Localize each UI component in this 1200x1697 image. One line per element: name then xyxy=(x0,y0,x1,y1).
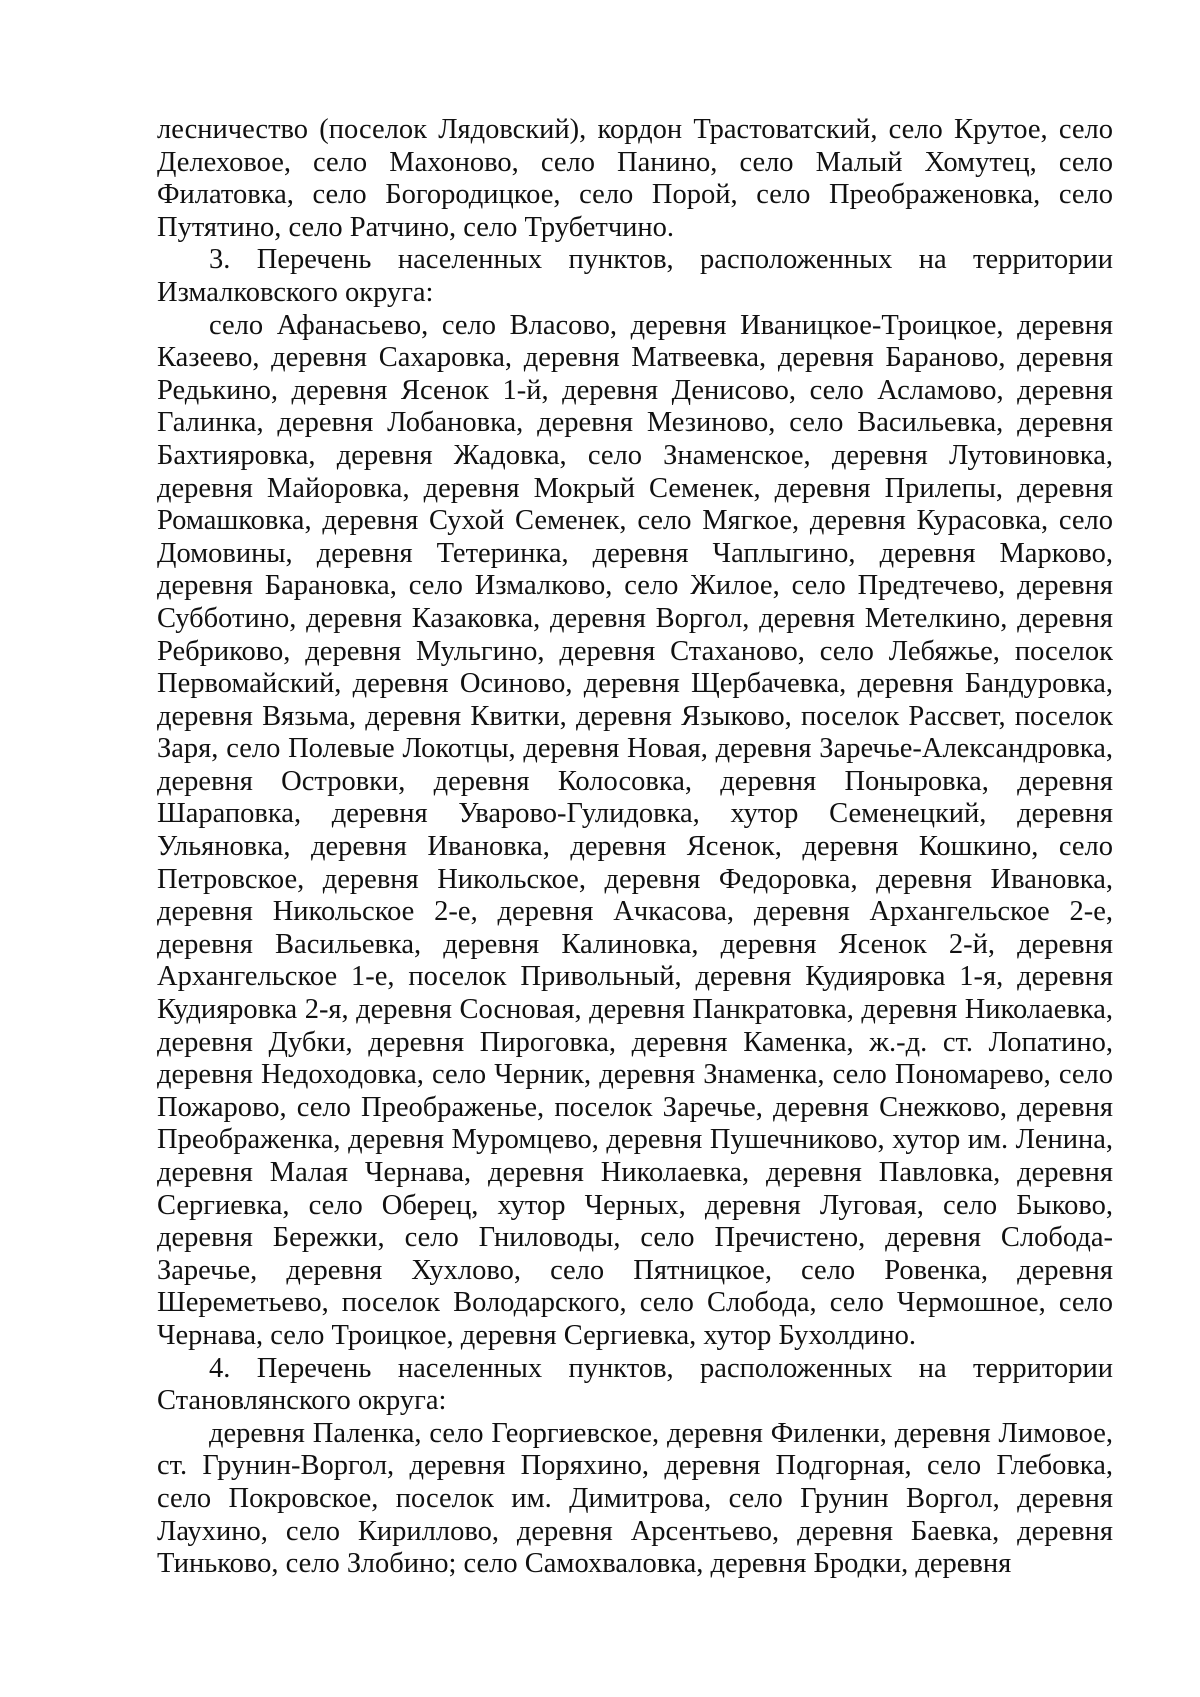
paragraph-list-izmalkovsky: село Афанасьево, село Власово, деревня Иваницкое-Троицкое, деревня Казеево, деревня Сахаровка, деревня Матвеевка, деревня Бараново, деревня Редькино, деревня Ясенок 1-й, деревня Денисово, село Асламово, деревня Галинка, деревня Лобановка, деревня Мезиново, село Васильевка, деревня Бахтияровка, деревня Жадовка, село Знаменское, деревня Лутовиновка, деревня Майоровка, деревня Мокрый Семенек, деревня Прилепы, деревня Ромашковка, деревня Сухой Семенек, село Мягкое, деревня Курасовка, село Домовины, деревня Тетеринка, деревня Чаплыгино, деревня Марково, деревня Барановка, село Измалково, село Жилое, село Предтечево, деревня Субботино, деревня Казаковка, деревня Воргол, деревня Метелкино, деревня Ребриково, деревня Мульгино, деревня Стаханово, село Лебяжье, поселок Первомайский, деревня Осиново, деревня Щербачевка, деревня Бандуровка, деревня Вязьма, деревня Квитки, деревня Языково, поселок Рассвет, поселок Заря, село Полевые Локотцы, деревня Новая, деревня Заречье-Александровка, деревня Островки, деревня Колосовка, деревня Поныровка, деревня Шараповка, деревня Уварово-Гулидовка, хутор Семенецкий, деревня Ульяновка, деревня Ивановка, деревня Ясенок, деревня Кошкино, село Петровское, деревня Никольское, деревня Федоровка, деревня Ивановка, деревня Никольское 2-е, деревня Ачкасова, деревня Архангельское 2-е, деревня Васильевка, деревня Калиновка, деревня Ясенок 2-й, деревня Архангельское 1-е, поселок Привольный, деревня Кудияровка 1-я, деревня Кудияровка 2-я, деревня Сосновая, деревня Панкратовка, деревня Николаевка, деревня Дубки, деревня Пироговка, деревня Каменка, ж.-д. ст. Лопатино, деревня Недоходовка, село Черник, деревня Знаменка, село Пономарево, село Пожарово, село Преображенье, поселок Заречье, деревня Снежково, деревня Преображенка, деревня Муромцево, деревня Пушечниково, хутор им. Ленина, деревня Малая Чернава, деревня Николаевка, деревня Павловка, деревня Сергиевка, село Оберец, хутор Черных, деревня Луговая, село Быково, деревня Бережки, село Гниловоды, село Пречистено, деревня Слобода-Заречье, деревня Хухлово, село Пятницкое, село Ровенка, деревня Шереметьево, поселок Володарского, село Слобода, село Чермошное, село Чернава, село Троицкое, деревня Сергиевка, хутор Бухолдино. xyxy=(157,309,1113,1351)
paragraph-heading-izmalkovsky: 3. Перечень населенных пунктов, расположенных на территории Измалковского округа: xyxy=(157,244,1113,308)
paragraph-heading-stanovlyansky: 4. Перечень населенных пунктов, расположенных на территории Становлянского округа: xyxy=(157,1352,1113,1417)
paragraph-list-stanovlyansky: деревня Паленка, село Георгиевское, деревня Филенки, деревня Лимовое, ст. Грунин-Воргол, деревня Поряхино, деревня Подгорная, село Глебовка, село Покровское, поселок им. Димитрова, село Грунин Воргол, деревня Лаухино, село Кириллово, деревня Арсентьево, деревня Баевка, деревня Тиньково, село Злобино; село Самохваловка, деревня Бродки, деревня xyxy=(157,1417,1113,1580)
paragraph-continuation: лесничество (поселок Лядовский), кордон Трастоватский, село Крутое, село Делеховое, село Махоново, село Панино, село Малый Хомутец, село Филатовка, село Богородицкое, село Порой, село Преображеновка, село Путятино, село Ратчино, село Трубетчино. xyxy=(157,114,1113,243)
document-body xyxy=(157,114,1113,1581)
